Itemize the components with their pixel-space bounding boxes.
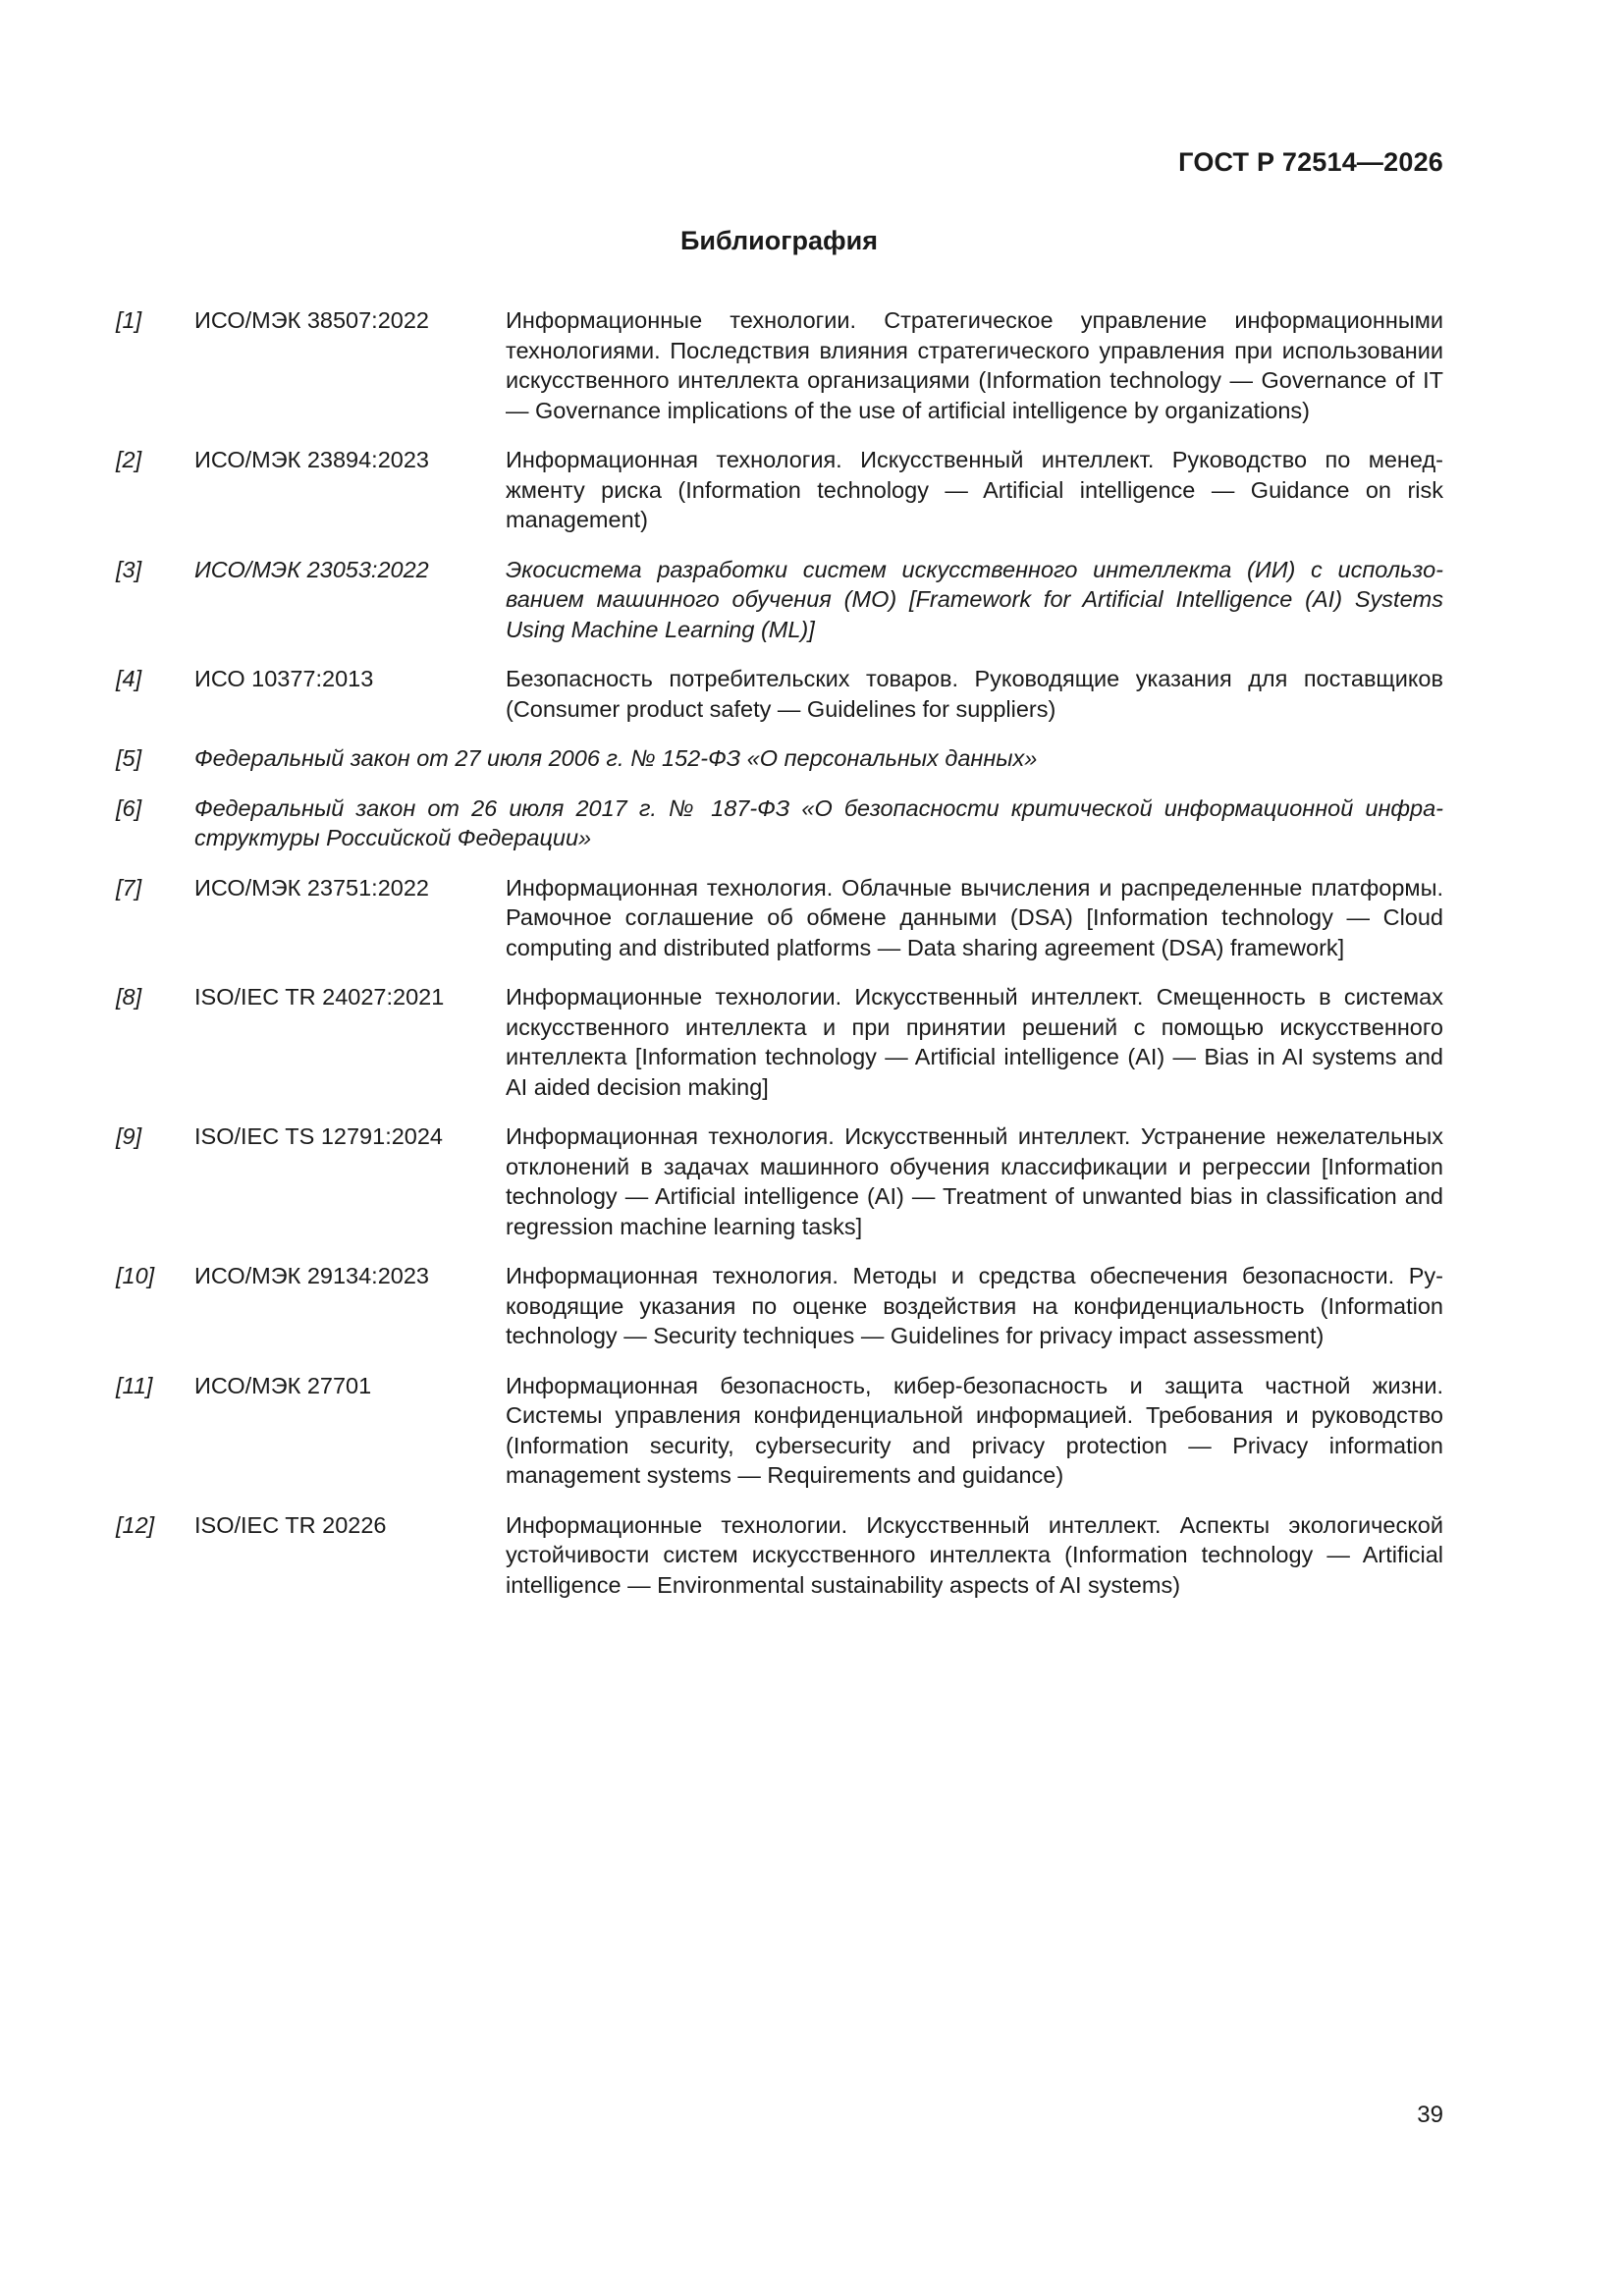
entry-description: Информационная технология. Облачные вычисления и распределенные платформы. Рамочное соглашение об обмене данными (DSA) [Information technology — Cloud computing and distributed platforms — Data sharing agreement (DSA) framework] (506, 874, 1443, 960)
entry-standard-id: ИСО/МЭК 23894:2023 (194, 447, 429, 472)
bibliography-entry (116, 1510, 1443, 1601)
bibliography-entry (116, 873, 1443, 963)
entry-number: [11] (116, 1372, 153, 1398)
entry-description: Безопасность потребительских товаров. Руководящие указания для поставщиков (Consumer product safety — Guidelines for suppliers) (506, 666, 1443, 722)
standard-designation: ГОСТ Р 72514—2026 (1178, 147, 1443, 177)
bibliography-entry (116, 445, 1443, 535)
page-number: 39 (1417, 2102, 1443, 2128)
entry-number: [9] (116, 1123, 142, 1149)
entry-description: Информационные технологии. Искусственный интеллект. Аспекты экологической устойчивости систем искусственного интеллекта (Information technology — Artificial intelligence — Environmental sustainability aspects of AI systems) (506, 1511, 1443, 1598)
bibliography-entry (116, 305, 1443, 425)
bibliography-entry (116, 982, 1443, 1102)
entry-number: [10] (116, 1263, 155, 1288)
entry-standard-id: ISO/IEC TR 20226 (194, 1511, 387, 1538)
entry-standard-id: ИСО 10377:2013 (194, 666, 374, 691)
bibliography-entry (116, 555, 1443, 645)
entry-number: [2] (116, 447, 142, 472)
entry-description: Федеральный закон от 27 июля 2006 г. № 152-ФЗ «О персональных данных» (194, 745, 1038, 771)
entry-description: Информационная безопасность, кибер-безопасность и защита частной жизни. Системы управления конфиденциальной информацией. Требования и руководство (Information security, cybersecurity and privacy protection — Privacy information management systems — Requirements and guidance) (506, 1372, 1443, 1488)
entry-number: [4] (116, 666, 142, 691)
entry-standard-id: ISO/IEC TR 24027:2021 (194, 984, 445, 1010)
entry-number: [6] (116, 794, 142, 821)
bibliography-entry (116, 1261, 1443, 1351)
bibliography-entry (116, 664, 1443, 724)
entry-description: Информационная технология. Искусственный интеллект. Руководство по менеджменту риска (Information technology — Artificial intelligence — Guidance on risk management) (506, 447, 1443, 532)
bibliography-list (116, 305, 1443, 1619)
entry-number: [1] (116, 307, 142, 333)
entry-standard-id: ИСО/МЭК 23053:2022 (194, 556, 429, 582)
entry-number: [7] (116, 874, 142, 901)
entry-number: [3] (116, 556, 142, 582)
entry-description: Федеральный закон от 26 июля 2017 г. № 187-ФЗ «О безопасности критической информационной инфраструктуры Российской Федерации» (194, 794, 1443, 850)
bibliography-entry (116, 1371, 1443, 1491)
bibliography-entry (116, 1121, 1443, 1241)
entry-description: Информационная технология. Методы и средства обеспечения безопасности. Руководящие указания по оценке воздействия на конфиденциальность (Information technology — Security techniques — Guidelines for privacy impact assessment) (506, 1263, 1443, 1348)
entry-description: Информационная технология. Искусственный интеллект. Устранение нежелательных отклонений в задачах машинного обучения классификации и регрессии [Information technology — Artificial intelligence (AI) — Treatment of unwanted bias in classification and regression machine learning tasks] (506, 1123, 1443, 1239)
entry-standard-id: ИСО/МЭК 38507:2022 (194, 307, 429, 333)
page-title: Библиография (680, 226, 878, 255)
entry-description: Информационные технологии. Стратегическое управление информационными технологиями. Последствия влияния стратегического управления при использовании искусственного интеллекта организациями (Information technology — Governance of IT — Governance implications of the use of artificial intelligence by organizations) (506, 307, 1443, 423)
entry-description: Информационные технологии. Искусственный интеллект. Смещенность в системах искусственного интеллекта и при принятии решений с помощью искусственного интеллекта [Information technology — Artificial intelligence (AI) — Bias in AI systems and AI aided decision making] (506, 984, 1443, 1100)
entry-number: [5] (116, 745, 142, 771)
bibliography-entry (116, 793, 1443, 853)
entry-standard-id: ИСО/МЭК 29134:2023 (194, 1263, 429, 1288)
bibliography-entry (116, 743, 1443, 774)
entry-standard-id: ISO/IEC TS 12791:2024 (194, 1123, 444, 1149)
entry-standard-id: ИСО/МЭК 27701 (194, 1372, 372, 1398)
entry-standard-id: ИСО/МЭК 23751:2022 (194, 874, 429, 901)
entry-description: Экосистема разработки систем искусственного интеллекта (ИИ) с использованием машинного обучения (МО) [Framework for Artificial Intelligence (AI) Systems Using Machine Learning (ML)] (506, 556, 1443, 642)
entry-number: [12] (116, 1511, 155, 1538)
entry-number: [8] (116, 984, 142, 1010)
